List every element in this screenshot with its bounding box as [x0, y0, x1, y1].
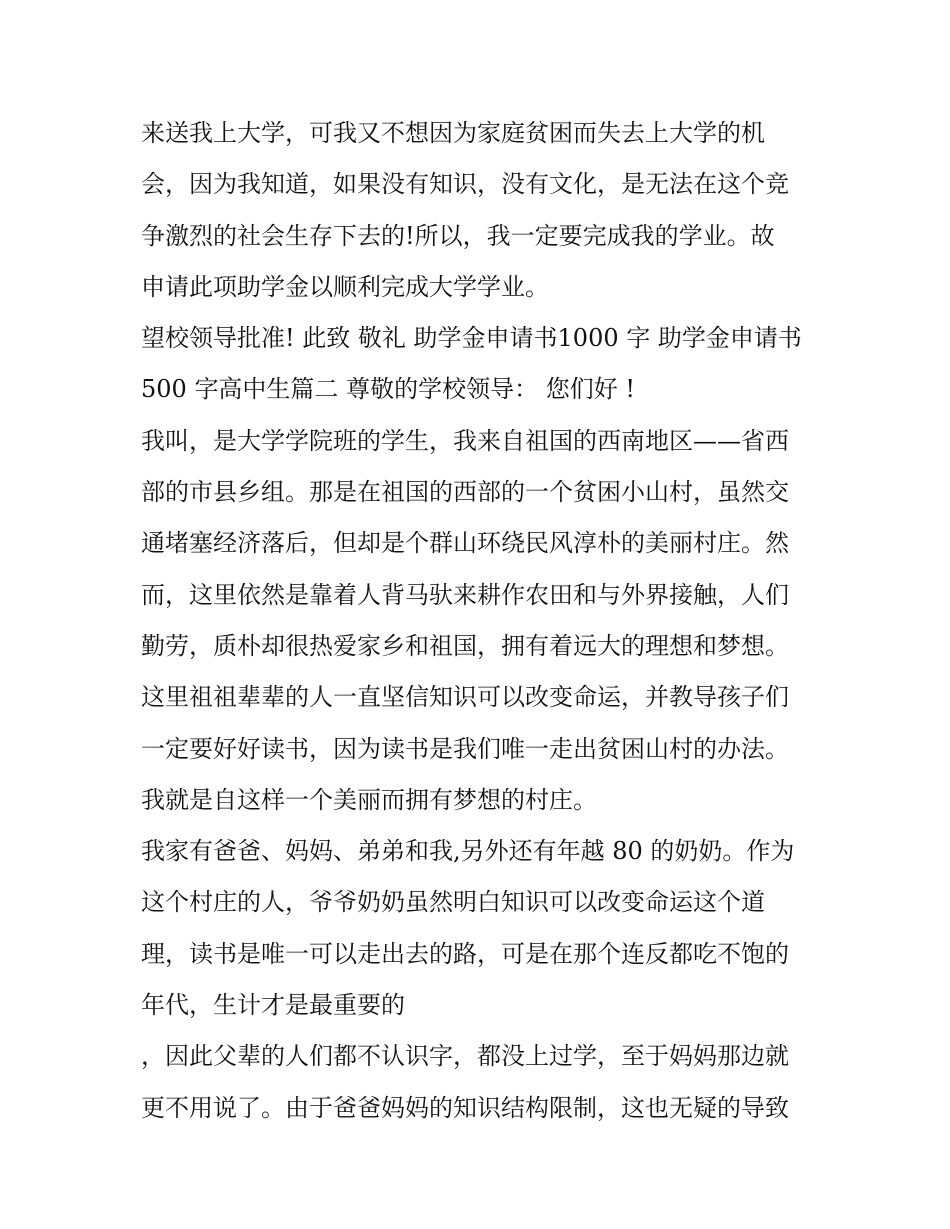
text-line: 这个村庄的人，爷爷奶奶虽然明白知识可以改变命运这个道 [141, 888, 765, 917]
text-line: 部的市县乡组。那是在祖国的西部的一个贫困小山村，虽然交 [141, 478, 789, 507]
text-line: 年代，生计才是最重要的 [141, 991, 405, 1020]
text-line: ，因此父辈的人们都不认识字，都没上过学，至于妈妈那边就 [141, 1042, 789, 1071]
text-line: 一定要好好读书，因为读书是我们唯一走出贫困山村的办法。 [141, 734, 789, 763]
text-line: 500 字高中生篇二 尊敬的学校领导： 您们好 ! [141, 375, 635, 404]
text-line: 争激烈的社会生存下去的!所以，我一定要完成我的学业。故 [141, 221, 775, 250]
text-line: 这里祖祖辈辈的人一直坚信知识可以改变命运，并教导孩子们 [141, 683, 789, 712]
text-line: 我叫，是大学学院班的学生，我来自祖国的西南地区——省西 [141, 426, 789, 455]
text-line: 望校领导批准! 此致 敬礼 助学金申请书1000 字 助学金申请书 [141, 324, 802, 353]
text-line: 我家有爸爸、妈妈、弟弟和我,另外还有年越 80 的奶奶。作为 [141, 837, 795, 866]
text-line: 而，这里依然是靠着人背马驮来耕作农田和与外界接触，人们 [141, 580, 789, 609]
text-line: 我就是自这样一个美丽而拥有梦想的村庄。 [141, 785, 597, 814]
body-text [141, 108, 821, 1134]
text-line: 会，因为我知道，如果没有知识，没有文化，是无法在这个竞 [141, 170, 789, 199]
text-line: 申请此项助学金以顺利完成大学学业。 [141, 272, 549, 301]
text-line: 更不用说了。由于爸爸妈妈的知识结构限制，这也无疑的导致 [141, 1093, 789, 1122]
text-line: 通堵塞经济落后，但却是个群山环绕民风淳朴的美丽村庄。然 [141, 529, 789, 558]
text-line: 勤劳，质朴却很热爱家乡和祖国，拥有着远大的理想和梦想。 [141, 631, 789, 660]
text-line: 来送我上大学，可我又不想因为家庭贫困而失去上大学的机 [141, 119, 765, 147]
text-line: 理，读书是唯一可以走出去的路，可是在那个连反都吃不饱的 [141, 939, 789, 968]
